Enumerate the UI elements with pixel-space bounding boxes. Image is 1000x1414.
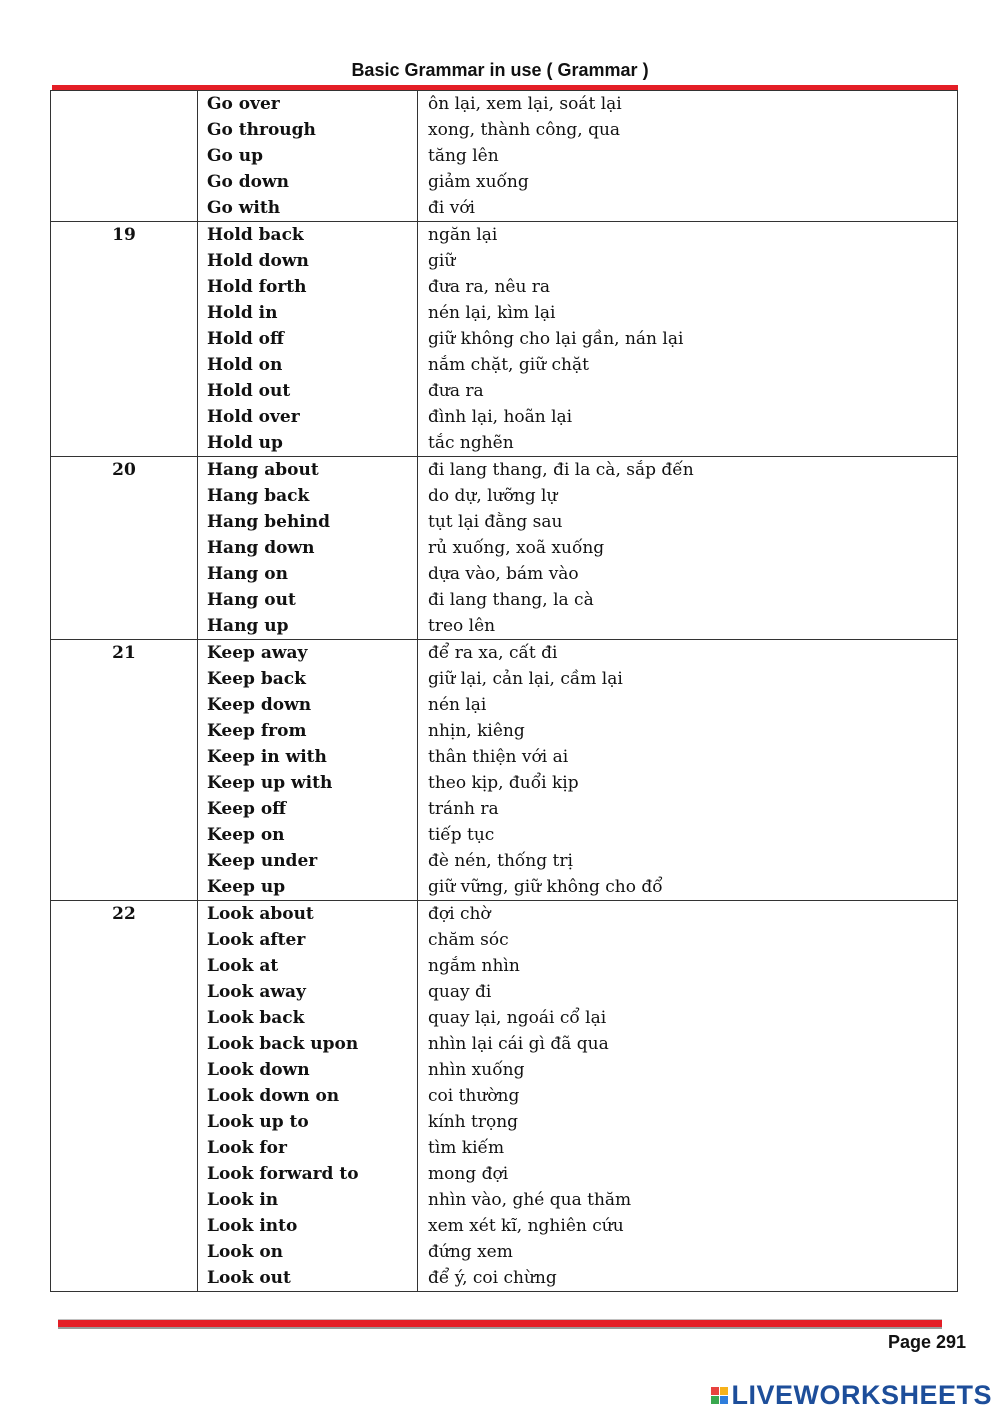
footer-rule xyxy=(58,1319,942,1329)
meaning-cell xyxy=(418,222,958,457)
meaning-text: nhìn lại cái gì đã qua xyxy=(428,1034,609,1054)
meaning-text: xong, thành công, qua xyxy=(428,120,621,140)
phrase-cell xyxy=(198,640,418,901)
phrasal-verb: Look on xyxy=(207,1242,284,1262)
logo-square xyxy=(711,1387,719,1395)
logo-square xyxy=(720,1396,728,1404)
meaning-text: đi lang thang, đi la cà, sắp đến xyxy=(428,460,694,480)
meaning-text: ôn lại, xem lại, soát lại xyxy=(428,94,622,114)
liveworksheets-logo[interactable] xyxy=(711,1378,992,1412)
meaning-text: giữ vững, giữ không cho đổ xyxy=(428,877,663,897)
phrasal-verb: Look down on xyxy=(207,1086,340,1106)
phrasal-verb: Hang down xyxy=(207,538,315,558)
group-number: 20 xyxy=(51,457,198,640)
phrase-cell xyxy=(198,91,418,222)
phrasal-verb: Go with xyxy=(207,198,281,218)
meaning-cell xyxy=(418,91,958,222)
liveworksheets-logo-icon xyxy=(711,1387,728,1404)
meaning-text: đợi chờ xyxy=(428,904,491,924)
phrasal-verb: Hold off xyxy=(207,329,284,349)
logo-square xyxy=(711,1396,719,1404)
phrasal-verb: Look about xyxy=(207,904,314,924)
meaning-text: đưa ra, nêu ra xyxy=(428,277,551,297)
phrase-cell xyxy=(198,222,418,457)
meaning-text: tụt lại đằng sau xyxy=(428,512,563,532)
meaning-text: xem xét kĩ, nghiên cứu xyxy=(428,1216,624,1236)
meaning-text: kính trọng xyxy=(428,1112,519,1132)
phrasal-verb: Keep in with xyxy=(207,747,327,767)
meaning-text: nhịn, kiêng xyxy=(428,721,525,741)
meaning-text: nắm chặt, giữ chặt xyxy=(428,355,589,375)
meaning-text: theo kịp, đuổi kịp xyxy=(428,773,579,793)
phrasal-verb: Look into xyxy=(207,1216,298,1236)
table-row xyxy=(51,640,958,901)
meaning-text: để ý, coi chừng xyxy=(428,1268,557,1288)
meaning-text: treo lên xyxy=(428,616,496,636)
phrasal-verb: Look up to xyxy=(207,1112,309,1132)
page-header-title: Basic Grammar in use ( Grammar ) xyxy=(351,60,649,80)
phrasal-verb: Look after xyxy=(207,930,306,950)
phrasal-verb-table xyxy=(50,90,958,1292)
phrasal-verb: Hold up xyxy=(207,433,283,453)
phrase-cell xyxy=(198,901,418,1292)
meaning-text: ngăn lại xyxy=(428,225,498,245)
meaning-text: quay đi xyxy=(428,982,492,1002)
meaning-text: tắc nghẽn xyxy=(428,433,514,453)
phrasal-verb: Hang about xyxy=(207,460,319,480)
group-number xyxy=(51,91,198,222)
group-number: 21 xyxy=(51,640,198,901)
meaning-text: nhìn vào, ghé qua thăm xyxy=(428,1190,632,1210)
phrasal-verb: Keep on xyxy=(207,825,285,845)
phrasal-verb: Look in xyxy=(207,1190,279,1210)
phrasal-verb: Look for xyxy=(207,1138,287,1158)
phrasal-verb: Keep away xyxy=(207,643,308,663)
meaning-text: tránh ra xyxy=(428,799,499,819)
phrasal-verb: Hang behind xyxy=(207,512,331,532)
phrasal-verb: Hang on xyxy=(207,564,288,584)
phrasal-verb: Hold in xyxy=(207,303,278,323)
page-number: Page 291 xyxy=(887,1332,966,1352)
phrasal-verb: Hold over xyxy=(207,407,300,427)
phrasal-verb: Hold back xyxy=(207,225,304,245)
phrasal-verb: Hang back xyxy=(207,486,310,506)
table-row xyxy=(51,457,958,640)
liveworksheets-logo-text: LIVEWORKSHEETS xyxy=(731,1379,992,1410)
meaning-text: để ra xa, cất đi xyxy=(428,643,558,663)
phrasal-verb: Look forward to xyxy=(207,1164,359,1184)
meaning-text: giảm xuống xyxy=(428,172,529,192)
phrasal-verb: Look out xyxy=(207,1268,291,1288)
table-row xyxy=(51,901,958,1292)
meaning-text: tăng lên xyxy=(428,146,499,166)
meaning-text: tiếp tục xyxy=(428,825,495,845)
meaning-text: đình lại, hoãn lại xyxy=(428,407,573,427)
meaning-text: mong đợi xyxy=(428,1164,509,1184)
meaning-text: chăm sóc xyxy=(428,930,509,950)
group-number: 22 xyxy=(51,901,198,1292)
phrasal-verb: Go down xyxy=(207,172,289,192)
meaning-text: coi thường xyxy=(428,1086,520,1106)
meaning-text: thân thiện với ai xyxy=(428,747,569,767)
meaning-text: giữ lại, cản lại, cầm lại xyxy=(428,669,623,689)
meaning-text: ngắm nhìn xyxy=(428,956,520,976)
meaning-text: đè nén, thống trị xyxy=(428,851,573,871)
phrasal-verb: Look back upon xyxy=(207,1034,359,1054)
phrase-cell xyxy=(198,457,418,640)
meaning-text: dựa vào, bám vào xyxy=(428,564,579,584)
group-number: 19 xyxy=(51,222,198,457)
meaning-text: rủ xuống, xoã xuống xyxy=(428,538,605,558)
phrasal-verb: Keep up with xyxy=(207,773,333,793)
meaning-text: đi với xyxy=(428,198,475,218)
phrasal-verb: Keep up xyxy=(207,877,286,897)
phrasal-verb: Go up xyxy=(207,146,264,166)
phrasal-verb: Keep down xyxy=(207,695,312,715)
meaning-text: nén lại, kìm lại xyxy=(428,303,556,323)
table-row xyxy=(51,222,958,457)
phrasal-verb: Look down xyxy=(207,1060,310,1080)
phrasal-verb: Go over xyxy=(207,94,280,114)
phrasal-verb: Look away xyxy=(207,982,306,1002)
meaning-text: giữ không cho lại gần, nán lại xyxy=(428,329,684,349)
phrasal-verb: Go through xyxy=(207,120,316,140)
meaning-text: nhìn xuống xyxy=(428,1060,525,1080)
phrasal-verb: Hold on xyxy=(207,355,283,375)
meaning-text: quay lại, ngoái cổ lại xyxy=(428,1008,607,1028)
phrasal-verb: Hold forth xyxy=(207,277,307,297)
meaning-text: do dự, lưỡng lự xyxy=(428,486,558,506)
meaning-text: nén lại xyxy=(428,695,487,715)
meaning-text: đưa ra xyxy=(428,381,484,401)
table-row xyxy=(51,91,958,222)
phrasal-verb: Keep from xyxy=(207,721,307,741)
phrasal-verb: Keep back xyxy=(207,669,306,689)
phrasal-verb: Keep off xyxy=(207,799,287,819)
meaning-text: đi lang thang, la cà xyxy=(428,590,594,610)
meaning-cell xyxy=(418,640,958,901)
meaning-text: đứng xem xyxy=(428,1242,513,1262)
phrasal-verb: Hold out xyxy=(207,381,291,401)
logo-square xyxy=(720,1387,728,1395)
phrasal-verb: Hold down xyxy=(207,251,309,271)
phrasal-verb: Keep under xyxy=(207,851,318,871)
phrasal-verb: Look at xyxy=(207,956,279,976)
meaning-cell xyxy=(418,901,958,1292)
phrasal-verb: Look back xyxy=(207,1008,305,1028)
phrasal-verb: Hang up xyxy=(207,616,289,636)
phrasal-verb: Hang out xyxy=(207,590,296,610)
meaning-text: tìm kiếm xyxy=(428,1138,505,1158)
meaning-text: giữ xyxy=(428,251,456,271)
meaning-cell xyxy=(418,457,958,640)
